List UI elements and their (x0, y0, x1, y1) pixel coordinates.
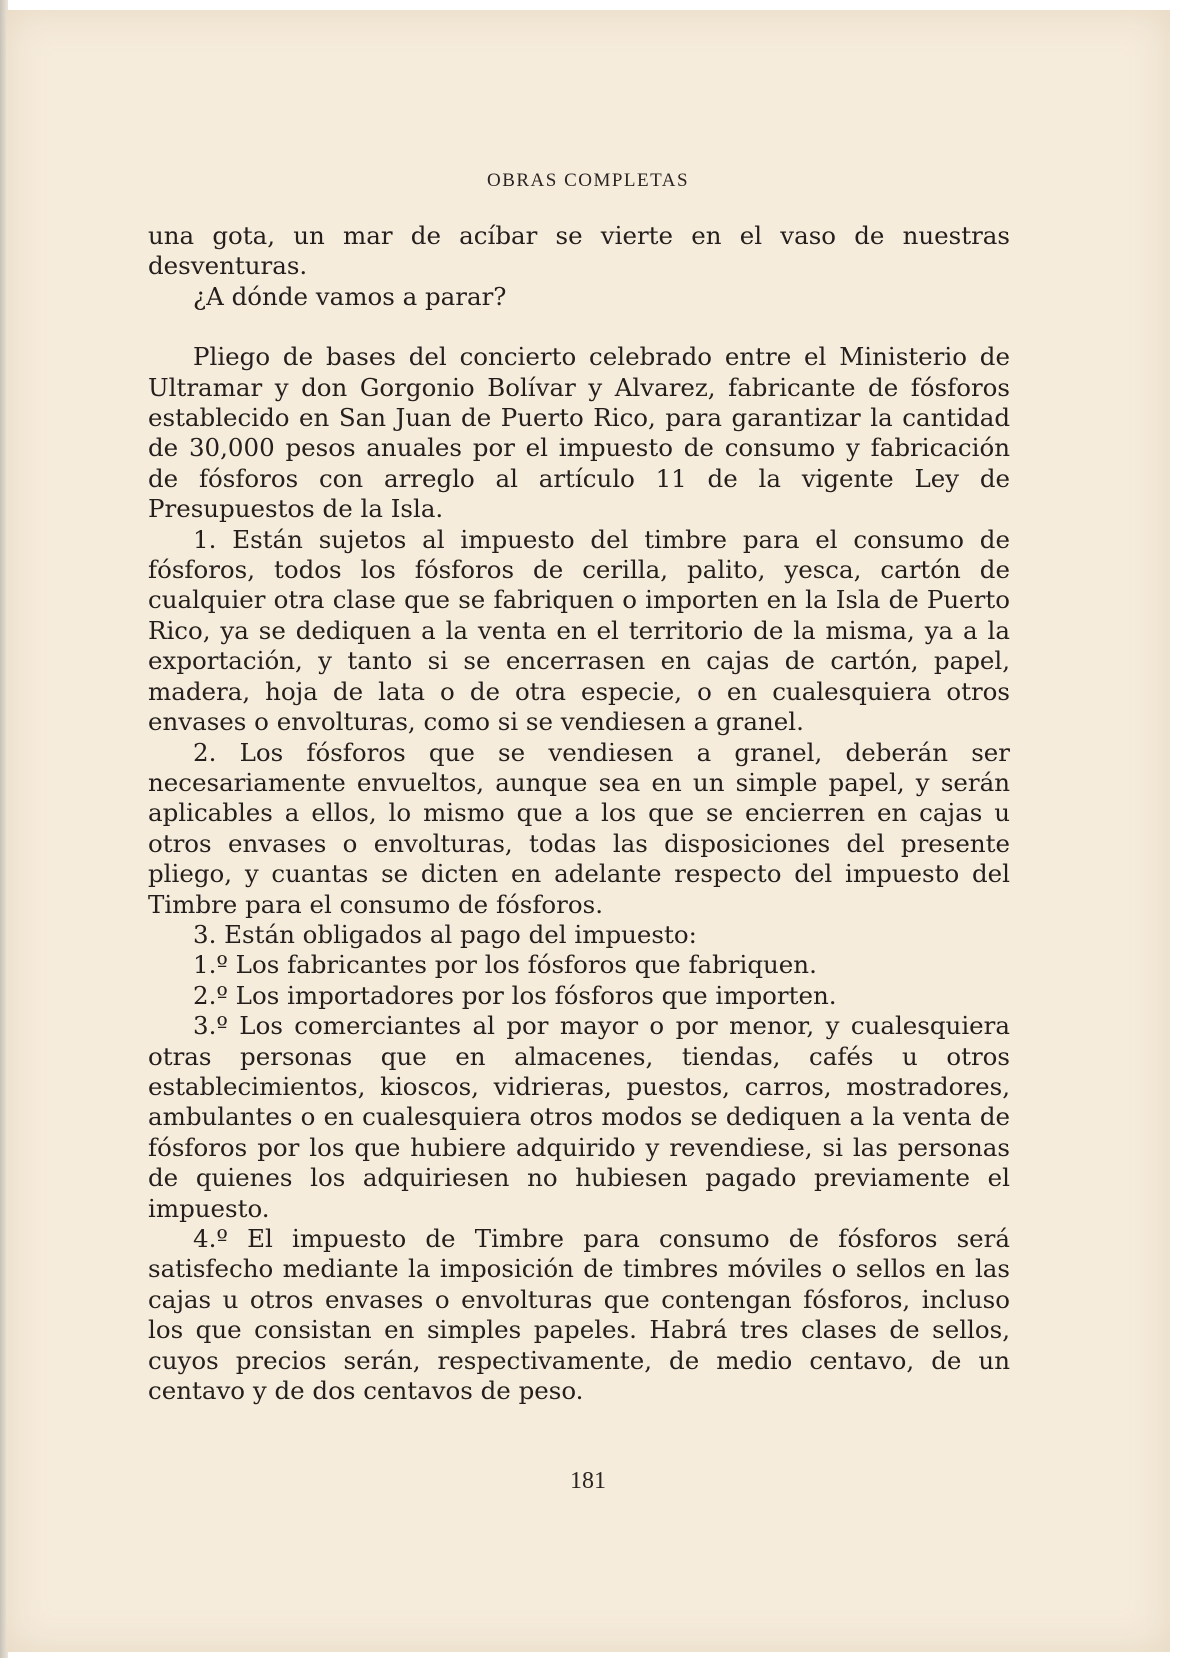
paragraph: 1.º Los fabricantes por los fósforos que fabriquen. (193, 950, 817, 980)
running-header: OBRAS COMPLETAS (486, 170, 690, 191)
paragraph: 4.º El impuesto de Timbre para consumo de fósforos será satisfecho mediante la imposición de timbres móviles o sellos en las cajas u otros envases o envolturas que contengan fósforos, incluso los que consistan en simples papeles. Habrá tres clases de sellos, cuyos precios serán, respectivamente, de medio centavo, de un centavo y de dos centavos de peso. (148, 1224, 1010, 1406)
paragraph: 2. Los fósforos que se vendiesen a granel, deberán ser necesariamente envueltos, aunque sea en un simple papel, y serán aplicables a ellos, lo mismo que a los que se encierren en cajas u otros envases o envolturas, todas las disposiciones del presente pliego, y cuantas se dicten en adelante respecto del impuesto del Timbre para el consumo de fósforos. (148, 737, 1010, 919)
paragraph: una gota, un mar de acíbar se vierte en el vaso de nuestras desventuras. (148, 221, 1010, 281)
page-number: 181 (570, 1468, 606, 1494)
paragraph: 2.º Los importadores por los fósforos que importen. (193, 980, 837, 1010)
paragraph: 3. Están obligados al pago del impuesto: (193, 919, 697, 949)
body-text (148, 221, 1010, 1406)
book-page (6, 10, 1170, 1652)
paragraph: 3.º Los comerciantes al por mayor o por menor, y cualesquiera otras personas que en almacenes, tiendas, cafés u otros establecimientos, kioscos, vidrieras, puestos, carros, mostradores, ambulantes o en cualesquiera otros modos se dediquen a la venta de fósforos por los que hubiere adquirido y revendiese, si las personas de quienes los adquiriesen no hubiesen pagado previamente el impuesto. (148, 1011, 1010, 1223)
paragraph: 1. Están sujetos al impuesto del timbre para el consumo de fósforos, todos los fósforos de cerilla, palito, yesca, cartón de cualquier otra clase que se fabriquen o importen en la Isla de Puerto Rico, ya se dediquen a la venta en el territorio de la misma, ya a la exportación, y tanto si se encerrasen en cajas de cartón, papel, madera, hoja de lata o de otra especie, o en cualesquiera otros envases o envolturas, como si se vendiesen a granel. (148, 524, 1010, 737)
paragraph: Pliego de bases del concierto celebrado entre el Ministerio de Ultramar y don Gorgonio Bolívar y Alvarez, fabricante de fósforos establecido en San Juan de Puerto Rico, para garantizar la cantidad de 30,000 pesos anuales por el impuesto de consumo y fabricación de fósforos con arreglo al artículo 11 de la vigente Ley de Presupuestos de la Isla. (148, 342, 1010, 524)
paragraph: ¿A dónde vamos a parar? (193, 281, 507, 311)
